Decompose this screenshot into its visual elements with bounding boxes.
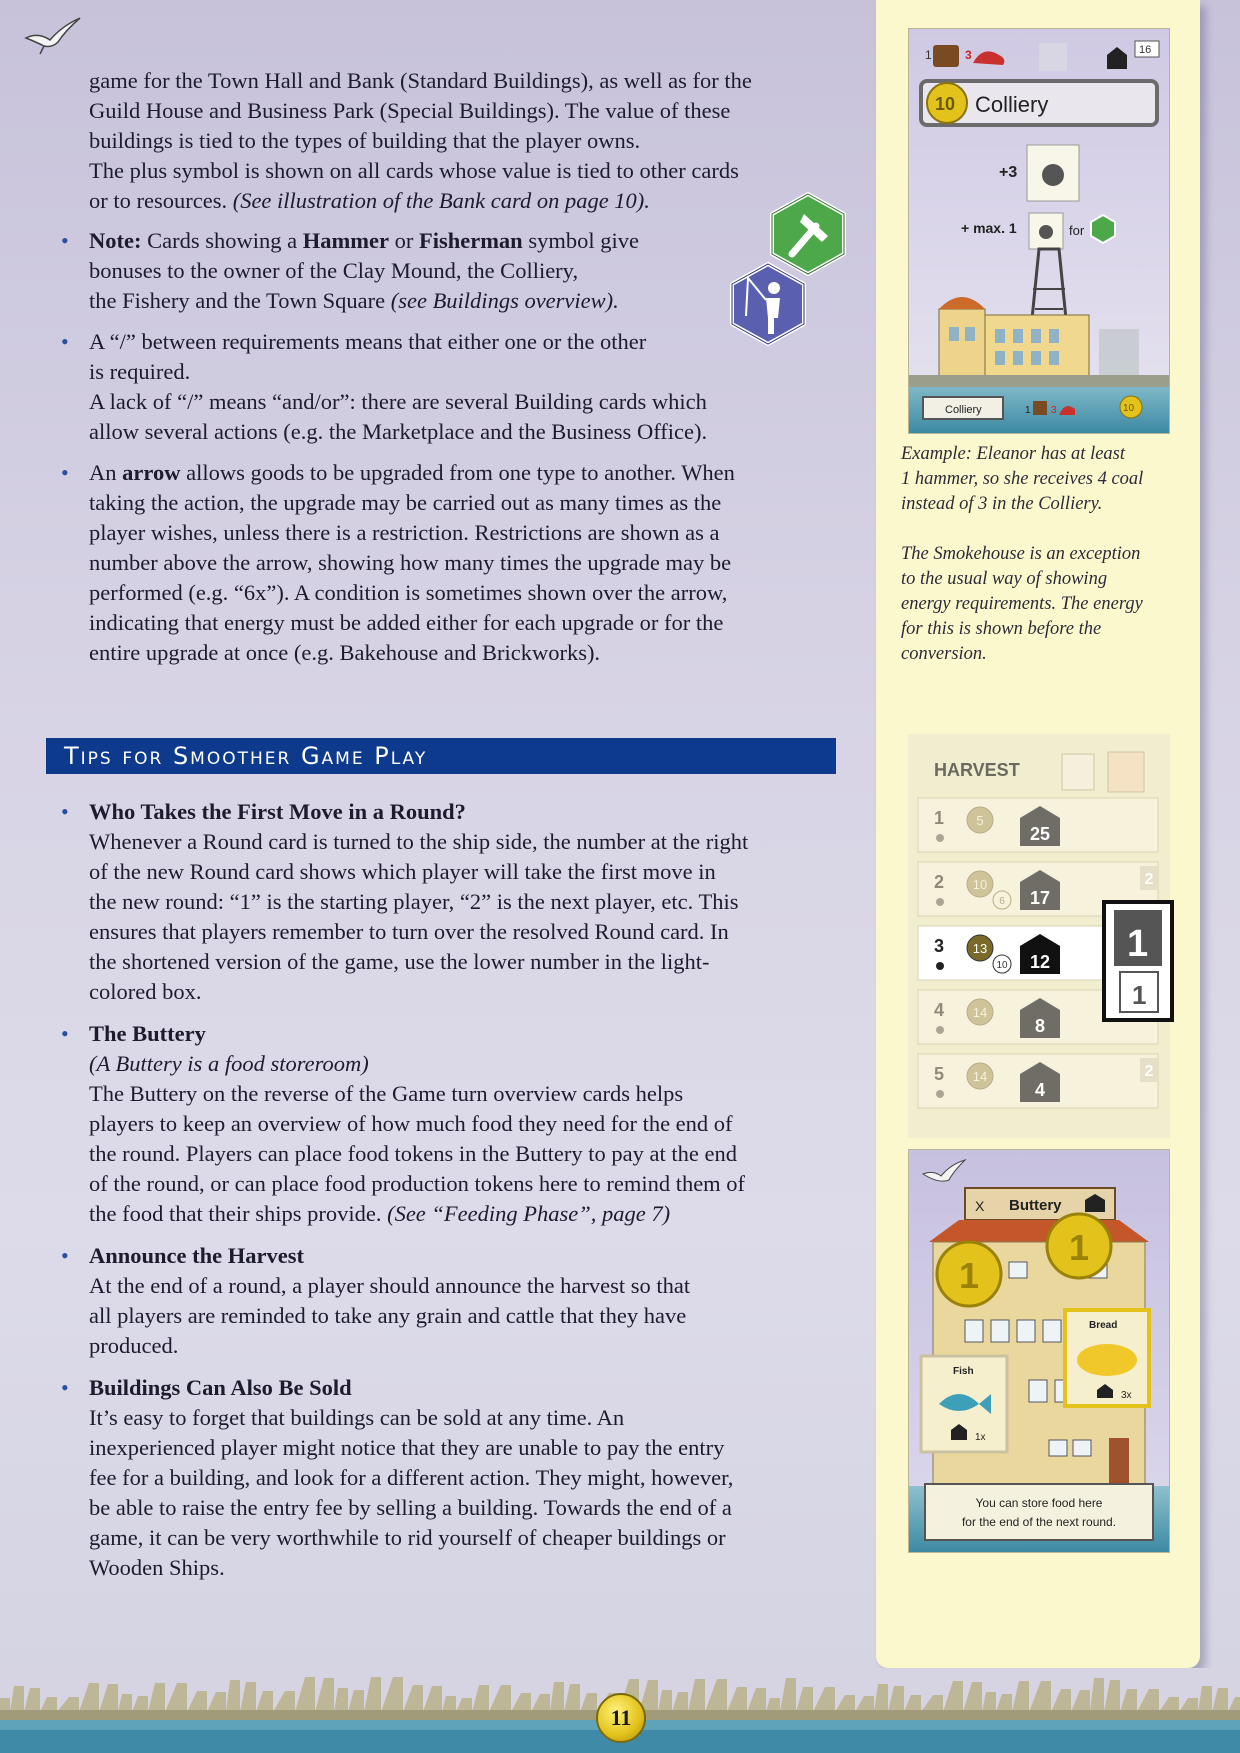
empty-slot [1039,43,1067,71]
text-span: symbol give [522,228,639,253]
text-span: allows goods to be upgraded from one type to another. When [180,460,735,485]
seagull-icon [22,12,84,56]
text-line [89,458,835,488]
text-line: fee for a building, and look for a different action. They might, however, [89,1465,734,1490]
hammer-term: Hammer [302,228,389,253]
rules-text [45,66,835,679]
tip-title: • Who Takes the First Move in a Round? [89,799,466,824]
player-flag-number: 2 [1144,1063,1154,1080]
footer-cost: 1 [1025,405,1031,416]
player-icon [936,898,944,906]
text-span: Cards showing a [141,228,303,253]
text-line: A lack of “/” means “and/or”: there are several Building cards which [89,389,707,414]
footer-line: You can store food here [975,1496,1103,1510]
text-line: allow several actions (e.g. the Marketplace and the Business Office). [89,419,708,444]
text-line: game, it can be very worthwhile to rid yourself of cheaper buildings or [89,1525,726,1550]
first-player-number: 1 [1127,923,1149,965]
text-line: be able to raise the entry fee by selling a building. Towards the end of a [89,1495,732,1520]
text-span: or [388,228,419,253]
small-coin-value: 6 [999,896,1005,907]
text-line: The plus symbol is shown on all cards whose value is tied to other cards [89,158,739,183]
food-requirement: 12 [1029,952,1051,972]
bread-label: Bread [1089,1320,1118,1331]
harvest-row [918,1054,1158,1108]
symbol-hexes [730,192,850,348]
text-line: number above the arrow, showing how many times the upgrade may be [89,550,732,575]
text-line: ensures that players remember to turn over the resolved Round card. In [89,919,729,944]
tip-first-move [45,797,835,1007]
player-icon [936,834,944,842]
harvest-card [908,734,1170,1138]
tip-announce-harvest [45,1241,835,1361]
text-line: bonuses to the owner of the Clay Mound, the Colliery, [89,258,579,283]
footer-cost: 3 [1051,405,1057,416]
player-flag-number: 2 [1144,871,1154,888]
text-line: taking the action, the upgrade may be carried out as many times as the [89,490,722,515]
text-line: • A “/” between requirements means that either one or the other [89,329,647,354]
caption-line: conversion. [901,644,987,664]
text-span: An [89,460,123,485]
coin-value: 13 [972,941,988,956]
footer-line: for the end of the next round. [961,1515,1117,1529]
page-reference: (see Buildings overview). [390,288,619,313]
tips-bullet-list [45,797,835,1583]
round-number: 2 [934,872,945,892]
tip-buildings-sold [45,1373,835,1583]
text-line [89,286,835,316]
intro-paragraph [89,66,835,216]
tip-buttery [45,1019,835,1229]
crossed-tools-icon: X [975,1198,985,1214]
coin-value: 5 [976,813,984,828]
bullet-slash [45,327,835,447]
text-line: Whenever a Round card is turned to the ship side, the number at the right [89,829,749,854]
for-label: for [1069,223,1085,238]
grain-tile-icon [1062,754,1094,790]
bread-count: 3x [1121,1390,1132,1401]
text-line: player wishes, unless there is a restriction. Restrictions are shown as a [89,520,720,545]
tip-title: • Announce the Harvest [89,1243,304,1268]
food-requirement: 8 [1034,1016,1046,1036]
coin-value: 14 [972,1005,988,1020]
player-icon [936,962,944,970]
bullet-note [45,226,835,316]
buttery-card [908,1149,1170,1553]
coin-value: 1 [1069,1227,1090,1268]
text-line: produced. [89,1333,179,1358]
text-line: all players are reminded to take any grain and cattle that they have [89,1303,687,1328]
rules-bullet-list [45,226,835,668]
text-line: colored box. [89,979,202,1004]
max-label: + max. 1 [961,220,1017,236]
player-icon [936,1090,944,1098]
hammer-hex-icon [772,194,844,274]
round-number: 1 [934,808,945,828]
tip-subtitle: (A Buttery is a food storeroom) [89,1051,369,1076]
text-line: entire upgrade at once (e.g. Bakehouse and Brickworks). [89,640,601,665]
card-name: Colliery [975,92,1049,117]
harvest-title: HARVEST [934,760,1020,780]
player-icon [936,1026,944,1034]
text-line: At the end of a round, a player should announce the harvest so that [89,1273,691,1298]
footer-card-name: Colliery [945,404,982,416]
text-span: the Fishery and the Town Square [89,288,391,313]
text-line: Guild House and Business Park (Special Buildings). The value of these [89,98,731,123]
round-number: 3 [934,936,945,956]
small-coin-value: 10 [996,960,1008,971]
text-line: inexperienced player might notice that they are unable to pay the entry [89,1435,725,1460]
buttery-footer [925,1484,1153,1540]
text-line: players to keep an overview of how much food they need for the end of [89,1111,733,1136]
text-line: the round. Players can place food tokens in the Buttery to pay at the end [89,1141,737,1166]
short-game-player-number: 1 [1132,980,1147,1010]
text-line: of the new Round card shows which player will take the first move in [89,859,716,884]
food-requirement: 17 [1029,888,1051,908]
caption-line: for this is shown before the [901,619,1102,639]
fish-count: 1x [975,1432,986,1443]
food-requirement: 25 [1029,824,1051,844]
text-line: game for the Town Hall and Bank (Standard Buildings), as well as for the [89,68,752,93]
text-line: indicating that energy must be added either for each upgrade or for the [89,610,724,635]
food-requirement: 4 [1034,1080,1046,1100]
hammer-hex-small-icon [1091,215,1115,243]
caption-line: to the usual way of showing [901,569,1108,589]
text-line: performed (e.g. “6x”). A condition is sometimes shown over the arrow, [89,580,728,605]
bonus-label: +3 [999,164,1018,181]
footer-coin-value: 10 [1123,403,1135,414]
stack-number: 16 [1139,44,1152,56]
text-line: the shortened version of the game, use the lower number in the light- [89,949,710,974]
text-line [89,1199,835,1229]
fisherman-term: Fisherman [418,228,523,253]
cost-number: 3 [965,48,972,62]
coin-value: 14 [972,1069,988,1084]
caption-line: Example: Eleanor has at least [901,444,1126,464]
caption-smokehouse [901,542,1171,667]
text-line: The Buttery on the reverse of the Game turn overview cards helps [89,1081,684,1106]
bread-icon [1077,1344,1137,1376]
page-reference: (See illustration of the Bank card on page 10). [232,188,650,213]
round-number: 4 [934,1000,945,1020]
text-line: is required. [89,359,191,384]
cost-number: 1 [925,48,932,62]
caption-colliery-example [901,442,1171,517]
cattle-tile-icon [1108,752,1144,792]
colliery-card [908,28,1170,434]
buttery-title: Buttery [1009,1197,1062,1214]
page-reference: (See “Feeding Phase”, page 7) [387,1201,671,1226]
caption-line: instead of 3 in the Colliery. [901,494,1103,514]
round-number: 5 [934,1064,945,1084]
text-line: Wooden Ships. [89,1555,225,1580]
text-line [89,226,835,256]
bullet-arrow [45,458,835,668]
caption-line: The Smokehouse is an exception [901,544,1141,564]
wood-icon [933,45,959,67]
caption-line: energy requirements. The energy [901,594,1143,614]
coin-value: 10 [972,877,988,892]
tip-title: • The Buttery [89,1021,206,1046]
page-number: 11 [596,1693,646,1743]
tip-title: • Buildings Can Also Be Sold [89,1375,352,1400]
note-label: Note: [89,228,142,253]
text-span: the food that their ships provide. [89,1201,388,1226]
text-line: of the round, or can place food production tokens here to remind them of [89,1171,746,1196]
tips-section [45,787,835,1595]
text-line [89,186,835,216]
fish-label: Fish [953,1366,974,1377]
text-span: or to resources. [89,188,233,213]
caption-line: 1 hammer, so she receives 4 coal [901,469,1144,489]
coin-value: 10 [935,94,956,114]
arrow-term: arrow [122,460,181,485]
harvest-row [918,798,1158,852]
fisherman-hex-icon [732,264,804,344]
coin-value: 1 [959,1255,980,1296]
text-line: It’s easy to forget that buildings can be sold at any time. An [89,1405,625,1430]
section-title-tips: Tips for Smoother Game Play [46,738,836,774]
text-line: buildings is tied to the types of building that the player owns. [89,128,641,153]
text-line: the new round: “1” is the starting player, “2” is the next player, etc. This [89,889,739,914]
